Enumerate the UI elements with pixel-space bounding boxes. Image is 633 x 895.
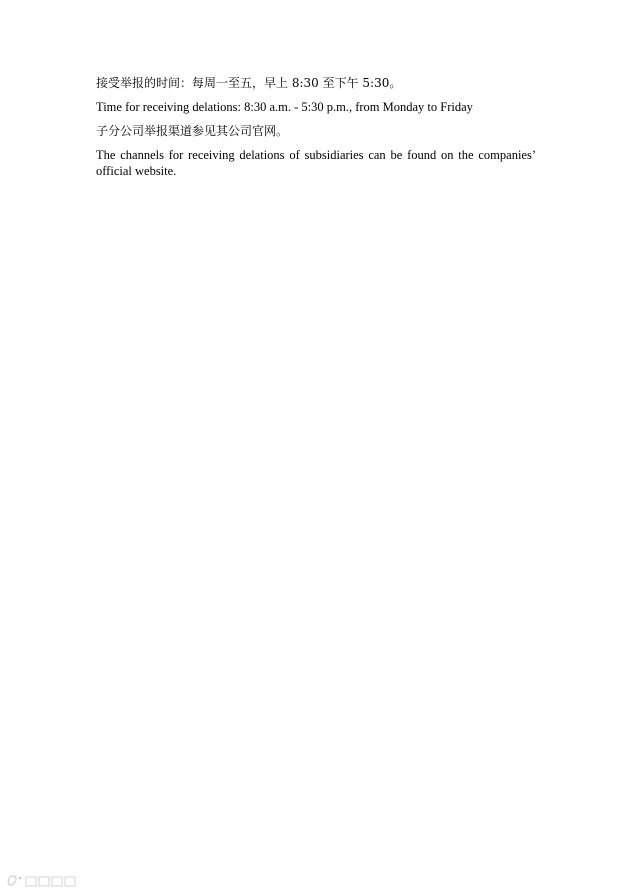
- reporting-hours-english: Time for receiving delations: 8:30 a.m. - 5:30 p.m., from Monday to Friday: [96, 100, 473, 114]
- reporting-hours-chinese: 接受举报的时间：每周一至五，早上 8:30 至下午 5:30。: [96, 76, 402, 90]
- subsidiary-channels-english: The channels for receiving delations of subsidiaries can be found on the companies’ official website.: [96, 148, 536, 178]
- watermark-logo-icon: [6, 873, 82, 889]
- subsidiary-channels-chinese: 子分公司举报渠道参见其公司官网。: [96, 124, 289, 138]
- document-body: [96, 75, 536, 179]
- watermark: [6, 873, 82, 889]
